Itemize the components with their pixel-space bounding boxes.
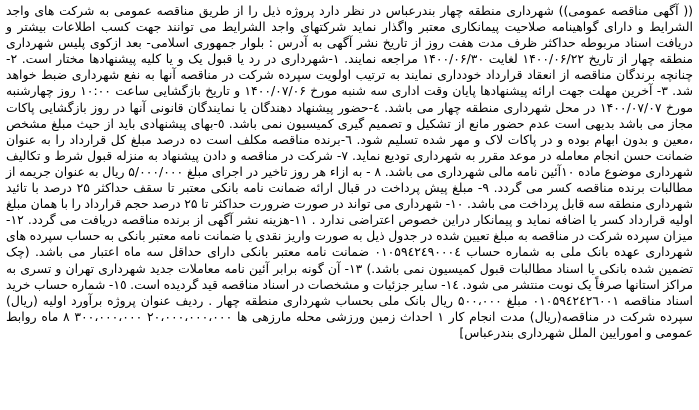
tender-notice-text: (( آگهی مناقصه عمومی)) شهرداری منطقه چهار بندرعباس در نظر دارد پروژه ذیل را از طریق مناقصه عمومی به شرکت های واجد الشرایط و دارای گواهینامه صلاحیت پیمانکاری معتبر واگذار نماید شرکتهای واجد الشرایط می توانند جهت کسب اطلاعات بیشتر و دریافت اسناد مربوطه حداکثر ظرف مدت هفت روز از تاریخ نشر آگهی به آدرس : بلوار جمهوری اسلامی- بعد ازکوی پلیس شهرداری منطقه چهار از تاریخ ۱۴۰۰/۰۶/۲۲ لغایت ۱۴۰۰/۰۶/۳۰ مراجعه نمایند. ۱-شهرداری در رد یا قبول یک و یا کلیه پیشنهادها مختار است. ۲- چنانچه برندگان مناقصه از انعقاد قرارداد خودداری نمایند به ترتیب اولویت سپرده شرکت در مناقصه آنها به نفع شهرداری ضبط خواهد شد. ۳- آخرین مهلت جهت ارائه پیشنهادها پایان وقت اداری سه شنبه مورخ ۱۴۰۰/۰۷/۰۶ و تاریخ بازگشایی ساعت ۱۰:۰۰ روز چهارشنبه مورخ ۱۴۰۰/۰۷/۰۷ در محل شهرداری منطقه چهار می باشد. ٤-حضور پیشنهاد دهندگان یا نمایندگان قانونی آنها در روز بازگشایی پاکات مجاز می باشد بدیهی است عدم حضور مانع از تشکیل و تصمیم گیری کمیسیون نمی باشد. ٥-بهای پیشنهادی باید از حیث مبلغ مشخص ،معین و بدون ابهام بوده و در پاکات لاک و مهر شده تسلیم شود. ٦-برنده مناقصه مکلف است ده درصد مبلغ کل قرارداد را به عنوان ضمانت حسن انجام معامله در موعد مقرر به شهرداری تودیع نماید. ۷- شرکت در مناقصه و دادن پیشنهاد به منزله قبول شرط و تکالیف شهرداری موضوع ماده ۱۰آئین نامه مالی شهرداری می باشد. ۸ - به ازاء هر روز تاخیر در اجرای مبلغ ۵/۰۰۰/۰۰۰ ریال به عنوان جریمه از مطالبات برنده مناقصه کسر می گردد. ۹- مبلغ پیش پرداخت در قبال ارائه ضمانت نامه بانکی معتبر تا سقف حداکثر ۲۵ درصد با تائید شهرداری منطقه سه قابل پرداخت می باشد. ۱۰- شهرداری می تواند در صورت ضرورت حداکثر تا ۲۵ درصد حجم قرارداد را با همان مبلغ اولیه قرارداد کسر یا اضافه نماید و پیمانکار دراین خصوص اعتراضی ندارد . ۱۱-هزینه نشر آگهی از برنده مناقصه دریافت می گردد. ۱۲-میزان سپرده شرکت در مناقصه به مبلغ تعیین شده در جدول ذیل به صورت واریز نقدی یا ضمانت نامه معتبر بانکی به حساب سپرده های شهرداری عهده بانک ملی به شماره حساب ۰۱۰۵۹٤۲٤۹۰۰٠٤ ضمانت نامه معتبر بانکی دارای حداقل سه ماه اعتبار می باشد. (چک تضمین شده بانکی یا اسناد مطالبات قبول کمیسیون نمی باشد.) ۱۳- آن گونه برابر آئین نامه معاملات جدید شهرداری تهران و تسری به مراکز استانها صرفاً یک نوبت منتشر می شود. ۱٤- سایر جزئیات و مشخصات در اسناد مناقصه قید گردیده است. ۱٥- شماره حساب خرید اسناد مناقصه ۰۱۰۵۹٤۲٤۲٦۰۰۱ مبلغ ۵۰۰،۰۰۰ ریال بانک ملی بحساب شهرداری منطقه چهار . ردیف عنوان پروژه برآورد اولیه (ریال) سپرده شرکت در مناقصه(ریال) مدت انجام کار ۱ احداث زمین ورزشی محله مارزهی ها ۲۰،۰۰۰،۰۰۰،۰۰۰ ۳۰۰،۰۰۰،۰۰۰ ۸ ماه روابط عمومی و امورایین الملل شهرداری بندرعباس] [6, 3, 694, 340]
